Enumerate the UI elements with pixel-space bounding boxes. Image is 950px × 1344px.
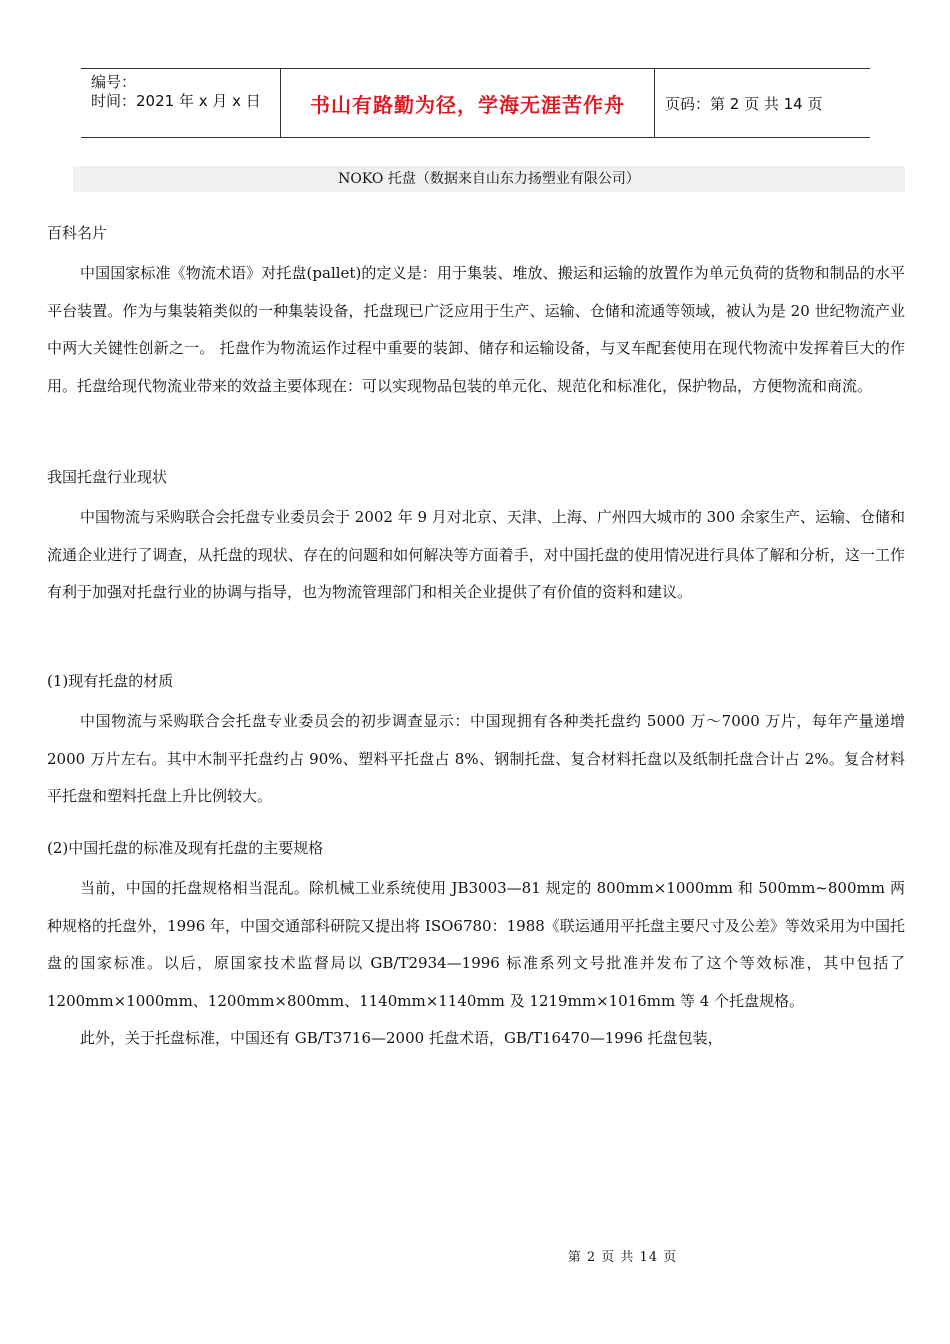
header-page-info: 页码：第 2 页 共 14 页: [665, 94, 823, 113]
paragraph-materials: 中国物流与采购联合会托盘专业委员会的初步调查显示：中国现拥有各种类托盘约 5000 万～7000 万片，每年产量递增 2000 万片左右。其中木制平托盘约占 90%、塑料平托盘占 8%、钢制托盘、复合材料托盘以及纸制托盘合计占 2%。复合材料平托盘和塑料托盘上升比例较大。: [47, 712, 905, 805]
paragraph-industry-survey: 中国物流与采购联合会托盘专业委员会于 2002 年 9 月对北京、天津、上海、广州四大城市的 300 余家生产、运输、仓储和流通企业进行了调查，从托盘的现状、存在的问题和如何解决等方面着手，对中国托盘的使用情况进行具体了解和分析，这一工作有利于加强对托盘行业的协调与指导，也为物流管理部门和相关企业提供了有价值的资料和建议。: [47, 508, 905, 601]
document-date: 时间：2021 年 x 月 x 日: [91, 92, 261, 110]
paragraph-pallet-definition: 中国国家标准《物流术语》对托盘(pallet)的定义是：用于集装、堆放、搬运和运输的放置作为单元负荷的货物和制品的水平平台装置。作为与集装箱类似的一种集装设备，托盘现已广泛应用于生产、运输、仓储和流通等领域，被认为是 20 世纪物流产业中两大关键性创新之一。 托盘作为物流运作过程中重要的装卸、储存和运输设备，与叉车配套使用在现代物流中发挥着巨大的作用。托盘给现代物流业带来的效益主要体现在：可以实现物品包装的单元化、规范化和标准化，保护物品，方便物流和商流。: [47, 264, 905, 395]
paragraph-standards-continued: 此外，关于托盘标准，中国还有 GB/T3716—2000 托盘术语，GB/T16470—1996 托盘包装，: [80, 1029, 723, 1047]
page-footer: [0, 1246, 950, 1265]
header-motto: 书山有路勤为径，学海无涯苦作舟: [281, 69, 655, 137]
footer-page-number: 第 2 页 共 14 页: [567, 1250, 678, 1265]
paragraph-standards: 当前，中国的托盘规格相当混乱。除机械工业系统使用 JB3003—81 规定的 800mm×1000mm 和 500mm~800mm 两种规格的托盘外，1996 年，中国交通部科研院又提出将 ISO6780：1988《联运通用平托盘主要尺寸及公差》等效采用为中国托盘的国家标准。以后，原国家技术监督局以 GB/T2934—1996 标准系列文号批准并发布了这个等效标准，其中包括了 1200mm×1000mm、1200mm×800mm、1140mm×1140mm 及 1219mm×1016mm 等 4 个托盘规格。: [47, 879, 905, 1010]
section-heading-baike: 百科名片: [47, 224, 108, 242]
section-heading-standards: (2)中国托盘的标准及现有托盘的主要规格: [47, 839, 324, 857]
section-heading-materials: (1)现有托盘的材质: [47, 672, 174, 690]
document-number-label: 编号：: [91, 73, 137, 91]
section-heading-industry-status: 我国托盘行业现状: [47, 468, 168, 486]
header-meta: [81, 69, 281, 137]
document-title: NOKO 托盘（数据来自山东力扬塑业有限公司）: [73, 166, 905, 192]
page-header: [81, 68, 870, 138]
